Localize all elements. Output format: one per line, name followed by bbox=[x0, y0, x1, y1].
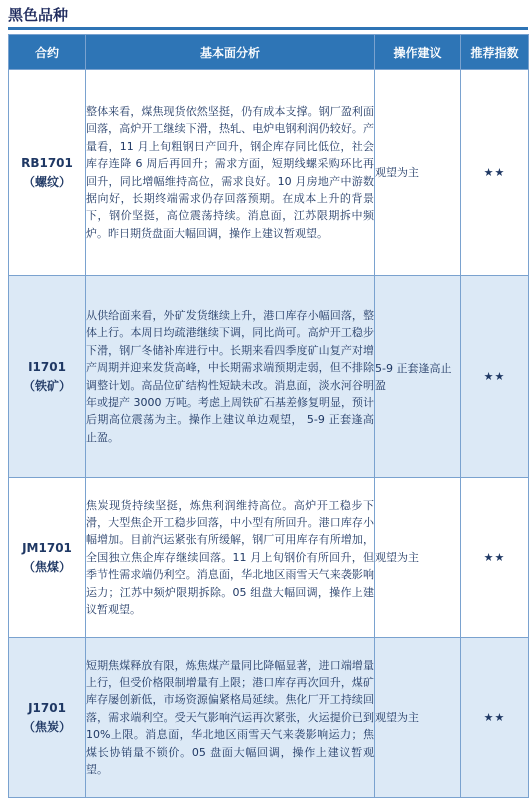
advice-cell: 5-9 正套逢高止盈 bbox=[375, 276, 461, 478]
header-row bbox=[9, 35, 529, 70]
header-contract: 合约 bbox=[9, 35, 86, 70]
contract-cell bbox=[9, 478, 86, 638]
table-row bbox=[9, 276, 529, 478]
header-rating: 推荐指数 bbox=[461, 35, 529, 70]
contract-code: RB1701 bbox=[21, 155, 73, 170]
advice-cell: 观望为主 bbox=[375, 638, 461, 798]
analysis-cell: 整体来看，煤焦现货依然坚挺，仍有成本支撑。钢厂盈利面回落，高炉开工继续下滑，热轧、电炉电钢利润仍较好。产量看，11 月上旬粗钢日产回升，钢企库存同比低位，社会库存连降 6 周后再回升；需求方面，短期线螺采购环比再回升，同比增幅维持高位，需求良好。10 月房地产中游数据向好，长期终端需求仍存回落预期。在成本上升的背景下，钢价坚挺，高位震荡持续。消息面，江苏限期拆中频炉。昨日期货盘面大幅回调，操作上建议暂观望。 bbox=[86, 70, 375, 276]
advice-cell: 观望为主 bbox=[375, 70, 461, 276]
contract-code: J1701 bbox=[28, 700, 66, 715]
commodity-table bbox=[8, 34, 529, 798]
contract-cell bbox=[9, 638, 86, 798]
contract-cell bbox=[9, 276, 86, 478]
table-row bbox=[9, 70, 529, 276]
contract-name: （焦煤） bbox=[22, 559, 71, 574]
contract-name: （铁矿） bbox=[22, 378, 71, 393]
analysis-cell: 从供给面来看，外矿发货继续上升，港口库存小幅回落，整体上行。本周日均疏港继续下调，同比尚可。高炉开工稳步下滑，钢厂冬储补库进行中。长期来看四季度矿山复产对增产周期并迎来发货高峰，中长期需求端预期走弱，但不排除调整计划。高品位矿结构性短缺未改。消息面，淡水河谷明年或提产 3000 万吨。考虑上周铁矿石基差修复明显，预计后期高位震荡为主。操作上建议单边观望， 5-9 正套逢高止盈。 bbox=[86, 276, 375, 478]
rating-stars: ★★ bbox=[461, 276, 529, 478]
contract-code: JM1701 bbox=[22, 540, 72, 555]
contract-cell bbox=[9, 70, 86, 276]
rating-stars: ★★ bbox=[461, 638, 529, 798]
analysis-cell: 焦炭现货持续坚挺，炼焦利润维持高位。高炉开工稳步下滑，大型焦企开工稳步回落，中小型有所回升。港口库存小幅增加。目前汽运紧张有所缓解，钢厂可用库存有所增加，全国独立焦企库存继续回落。11 月上旬钢价有所回升，但季节性需求端仍利空。消息面，华北地区雨雪天气来袭影响运力；江苏中频炉限期拆除。05 组盘大幅回调，操作上建议暂观望。 bbox=[86, 478, 375, 638]
rating-stars: ★★ bbox=[461, 70, 529, 276]
contract-name: （螺纹） bbox=[22, 174, 71, 189]
analysis-cell: 短期焦煤释放有限，炼焦煤产量同比降幅显著，进口端增量上行，但受价格限制增量有上限；港口库存再次回升，煤矿库存屡创新低，市场资源偏紧格局延续。焦化厂开工持续回落，需求端利空。受天气影响汽运再次紧张，火运提价已到 10%上限。消息面，华北地区雨雪天气来袭影响运力；焦煤长协销量不锁价。05 盘面大幅回调，操作上建议暂观望。 bbox=[86, 638, 375, 798]
contract-code: I1701 bbox=[28, 359, 66, 374]
advice-cell: 观望为主 bbox=[375, 478, 461, 638]
header-advice: 操作建议 bbox=[375, 35, 461, 70]
section-title: 黑色品种 bbox=[8, 6, 69, 24]
table-row bbox=[9, 478, 529, 638]
table-row bbox=[9, 638, 529, 798]
rating-stars: ★★ bbox=[461, 478, 529, 638]
title-divider bbox=[8, 27, 528, 30]
header-analysis: 基本面分析 bbox=[86, 35, 375, 70]
contract-name: （焦炭） bbox=[22, 719, 71, 734]
